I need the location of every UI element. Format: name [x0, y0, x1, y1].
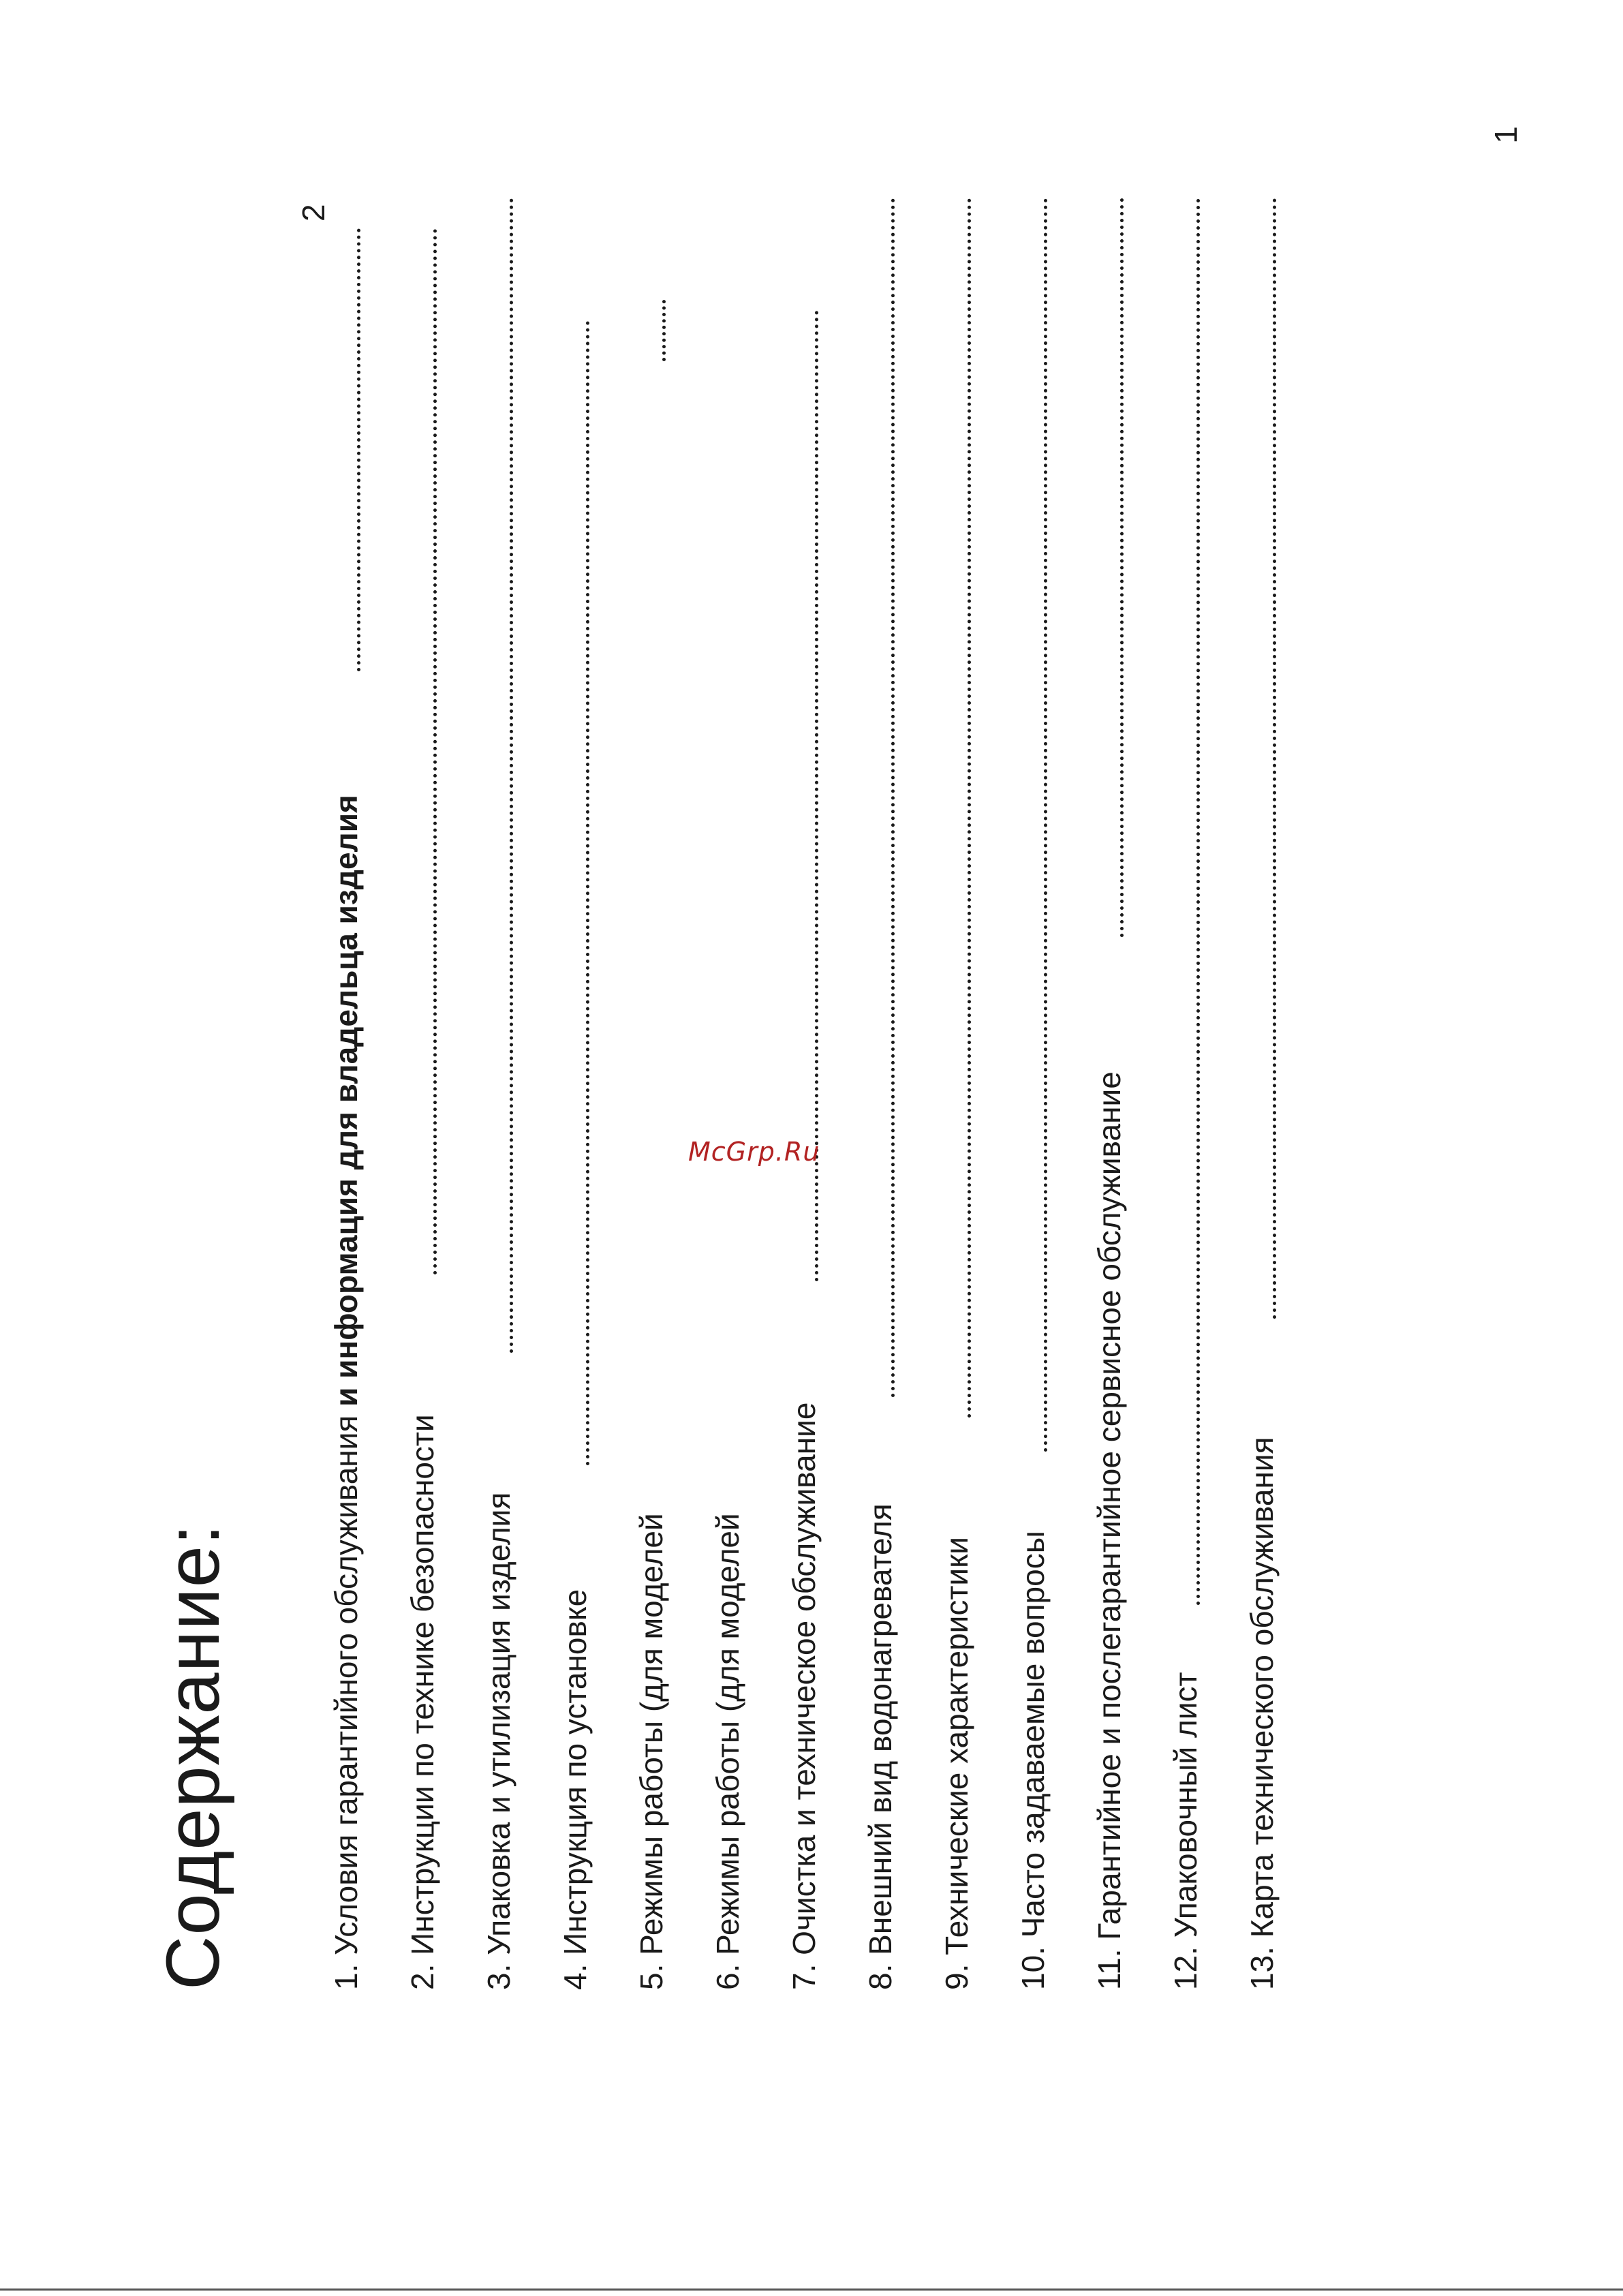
entry-title: Режимы работы (для моделей — [710, 1513, 745, 1955]
dot-leader — [1003, 198, 1047, 1452]
entry-title: Гарантийное и послегарантийное сервисное обслуживание — [1092, 1071, 1127, 1940]
toc-entry-8[interactable] — [860, 1503, 901, 1990]
dot-leader — [1079, 198, 1124, 937]
dot-leader — [316, 228, 360, 671]
entry-number: 3. — [481, 1963, 516, 1990]
entry-number: 7. — [786, 1963, 822, 1990]
dot-leader — [469, 198, 513, 1353]
entry-title: Упаковка и утилизация изделия — [481, 1492, 516, 1955]
dot-leader — [392, 228, 437, 1274]
entry-number: 2. — [405, 1963, 440, 1990]
entry-number: 13. — [1244, 1946, 1280, 1990]
entry-number: 5. — [634, 1963, 669, 1990]
toc-entry-9[interactable] — [936, 1537, 977, 1990]
entry-title-bold: и информация для владельца изделия — [328, 795, 364, 1407]
toc-entry-3[interactable] — [478, 1493, 519, 1990]
entry-number: 4. — [557, 1963, 593, 1990]
bottom-rule — [0, 2289, 1623, 2291]
page-title: Содержание: — [151, 1523, 235, 1990]
entry-title: Карта технического обслуживания — [1244, 1437, 1280, 1938]
entry-number: 9. — [939, 1963, 974, 1990]
entry-title: Инструкция по установке — [557, 1589, 593, 1955]
entry-title: Инструкции по технике безопасности — [405, 1414, 440, 1955]
dot-leader — [1156, 198, 1200, 1605]
dot-leader — [774, 310, 818, 1281]
toc-entry-7[interactable] — [784, 1403, 824, 1990]
dot-leader — [1232, 198, 1276, 1319]
toc-entry-13[interactable] — [1241, 1437, 1282, 1990]
entry-title: Упаковочный лист — [1168, 1672, 1203, 1938]
dot-leader — [927, 198, 971, 1418]
toc-entry-10[interactable] — [1013, 1531, 1053, 1990]
entry-page: 2 — [296, 204, 331, 221]
toc-entry-5[interactable] — [631, 1513, 672, 1990]
entry-number: 8. — [863, 1963, 898, 1990]
entry-title: Внешний вид водонагревателя — [863, 1503, 898, 1955]
entry-number: 11. — [1092, 1948, 1127, 1990]
dot-leader — [621, 300, 666, 361]
entry-title: Очистка и техническое обслуживание — [786, 1402, 822, 1955]
toc-entry-2[interactable] — [402, 1414, 443, 1990]
entry-number: 12. — [1168, 1946, 1203, 1990]
toc-entry-12[interactable] — [1165, 1672, 1206, 1990]
toc-container — [151, 177, 1390, 1990]
dot-leader — [545, 320, 589, 1465]
toc-entry-1[interactable] — [296, 204, 367, 1990]
entry-number: 10. — [1015, 1946, 1051, 1990]
entry-title: Часто задаваемые вопросы — [1015, 1531, 1051, 1938]
entry-title: Условия гарантийного обслуживания — [328, 1406, 364, 1955]
toc-entry-11[interactable] — [1089, 1071, 1130, 1990]
dot-leader — [850, 198, 895, 1397]
toc-entry-6[interactable] — [707, 1513, 748, 1990]
entry-number: 1. — [328, 1963, 364, 1990]
entry-number: 6. — [710, 1963, 745, 1990]
entry-title: Режимы работы (для моделей — [634, 1513, 669, 1955]
watermark: McGrp.Ru — [688, 1137, 820, 1167]
page-number: 1 — [1488, 126, 1524, 144]
toc-entry-4[interactable] — [555, 1589, 596, 1990]
entry-title: Технические характеристики — [939, 1537, 974, 1955]
